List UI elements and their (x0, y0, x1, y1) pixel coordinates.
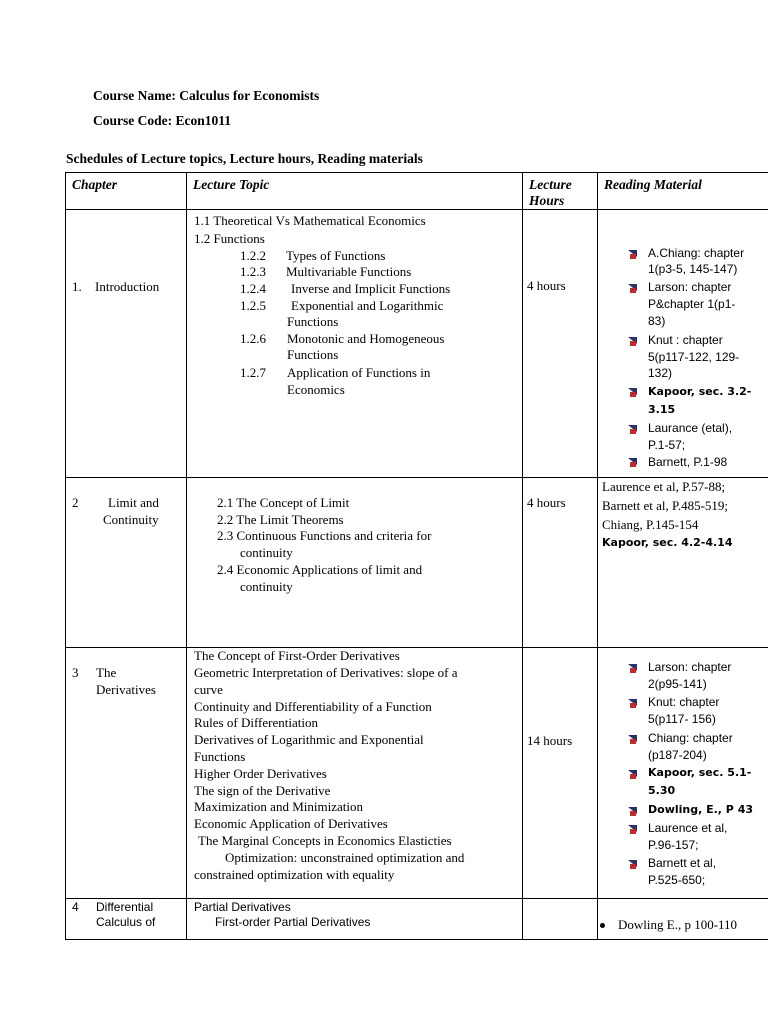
chapter-title: Introduction (95, 279, 160, 294)
table-row (66, 478, 768, 648)
hours-value: 14 hours (527, 733, 573, 748)
chapter-cell (66, 478, 187, 648)
reading-line: 5.30 (648, 784, 676, 797)
chapter-title: The (96, 665, 117, 680)
topic-line: Rules of Differentiation (194, 715, 318, 730)
chapter-number: 1. (72, 279, 82, 294)
topic-line: Geometric Interpretation of Derivatives: slope of a (194, 665, 458, 680)
topic-line: continuity (240, 579, 293, 594)
chapter-cell (66, 899, 187, 940)
course-name-value: Calculus for Economists (179, 88, 320, 103)
table-row (66, 899, 768, 940)
reading-line: Barnett, P.1-98 (648, 455, 728, 469)
reading-line: 5(p117-122, 129- (648, 350, 740, 364)
chapter-title: Differential (96, 900, 154, 914)
chapter-title: Calculus of (96, 915, 156, 929)
topic-line: Functions (287, 314, 339, 329)
bullet-icon (628, 458, 637, 467)
reading-line: Knut : chapter (648, 333, 723, 347)
course-name-line (93, 88, 319, 104)
reading-line: Barnett et al, (648, 856, 717, 870)
table-row (66, 648, 768, 899)
hours-value: 4 hours (527, 495, 566, 510)
topic-line: Application of Functions in (287, 365, 431, 380)
bullet-icon (628, 860, 637, 869)
reading-line: 2(p95-141) (648, 677, 707, 691)
reading-line: Chiang, P.145-154 (602, 517, 699, 532)
reading-line: P.1-57; (648, 438, 686, 452)
topic-number: 1.2.4 (240, 281, 266, 296)
topic-line: Maximization and Minimization (194, 799, 363, 814)
topic-line: Exponential and Logarithmic (291, 298, 444, 313)
reading-line: Laurence et al, (648, 821, 728, 835)
reading-line: P&chapter 1(p1- (648, 297, 736, 311)
reading-line: Laurence et al, P.57-88; (602, 479, 726, 494)
reading-line: Kapoor, sec. 5.1- (648, 766, 752, 779)
bullet-icon (628, 337, 637, 346)
topic-line: The sign of the Derivative (194, 783, 331, 798)
topic-cell (187, 478, 523, 648)
course-code-value: Econ1011 (175, 113, 232, 128)
header-lecture-hours (523, 173, 598, 210)
topic-line: Continuity and Differentiability of a Function (194, 699, 432, 714)
reading-cell (598, 478, 768, 648)
reading-line: 3.15 (648, 403, 676, 416)
bullet-icon (628, 284, 637, 293)
reading-line: Laurance (etal), (648, 421, 733, 435)
schedule-title: Schedules of Lecture topics, Lecture hours, Reading materials (66, 151, 423, 166)
topic-number: 1.2.5 (240, 298, 266, 313)
topic-line: continuity (240, 545, 293, 560)
header-reading-material: Reading Material (598, 173, 768, 210)
topic-line: Types of Functions (286, 248, 386, 263)
topic-line: Higher Order Derivatives (194, 766, 327, 781)
topic-line: 2.3 Continuous Functions and criteria for (217, 528, 432, 543)
chapter-number: 4 (72, 900, 79, 914)
bullet-icon (628, 664, 637, 673)
schedule-table (65, 172, 768, 940)
topic-number: 1.2.2 (240, 248, 266, 263)
topic-line: Partial Derivatives (194, 900, 291, 914)
table-header-row (66, 173, 768, 210)
reading-line: P.96-157; (648, 838, 699, 852)
chapter-number: 2 (72, 495, 79, 510)
course-name-label: Course Name: (93, 88, 176, 103)
bullet-icon (628, 825, 637, 834)
topic-line: Inverse and Implicit Functions (291, 281, 451, 296)
topic-cell (187, 210, 523, 478)
hours-cell (523, 478, 598, 648)
chapter-title: Derivatives (96, 682, 156, 697)
reading-line: 1(p3-5, 145-147) (648, 262, 738, 276)
chapter-number: 3 (72, 665, 79, 680)
topic-line: Functions (194, 749, 246, 764)
reading-line: 132) (648, 366, 673, 380)
table-row (66, 210, 768, 478)
topic-number: 1.2.7 (240, 365, 266, 380)
reading-line: Dowling, E., P 43 (648, 803, 754, 816)
topic-line: 2.2 The Limit Theorems (217, 512, 344, 527)
reading-line: Knut: chapter (648, 695, 720, 709)
bullet-icon (628, 250, 637, 259)
chapter-title: Continuity (103, 512, 159, 527)
topic-line: 2.1 The Concept of Limit (217, 495, 350, 510)
reading-line: P.525-650; (648, 873, 706, 887)
topic-line: The Concept of First-Order Derivatives (194, 648, 400, 663)
topic-line: 1.1 Theoretical Vs Mathematical Economics (194, 213, 426, 228)
reading-line: Larson: chapter (648, 660, 732, 674)
course-code-label: Course Code: (93, 113, 173, 128)
chapter-cell (66, 210, 187, 478)
topic-line: Monotonic and Homogeneous (287, 331, 445, 346)
reading-line: A.Chiang: chapter (648, 246, 745, 260)
hours-value: 4 hours (527, 278, 566, 293)
hours-cell (523, 648, 598, 899)
topic-number: 1.2.6 (240, 331, 266, 346)
bullet-icon (628, 807, 637, 816)
reading-cell (598, 899, 768, 940)
topic-line: Multivariable Functions (286, 264, 412, 279)
hours-cell (523, 899, 598, 940)
topic-line: 2.4 Economic Applications of limit and (217, 562, 423, 577)
course-code-line (93, 113, 231, 129)
chapter-cell (66, 648, 187, 899)
topic-line: Economic Application of Derivatives (194, 816, 388, 831)
bullet-icon (628, 735, 637, 744)
reading-line: 83) (648, 314, 666, 328)
reading-line: Kapoor, sec. 4.2-4.14 (602, 536, 733, 549)
header-lecture-hours-line1: Lecture (529, 177, 572, 192)
bullet-icon (628, 425, 637, 434)
topic-line: curve (194, 682, 223, 697)
reading-line: Dowling E., p 100-110 (618, 917, 738, 932)
reading-line: Larson: chapter (648, 280, 732, 294)
reading-cell (598, 210, 768, 478)
topic-cell (187, 899, 523, 940)
topic-line: constrained optimization with equality (194, 867, 395, 882)
reading-line: Chiang: chapter (648, 731, 733, 745)
reading-line: (p187-204) (648, 748, 707, 762)
topic-line: Derivatives of Logarithmic and Exponential (194, 732, 424, 747)
bullet-icon (628, 388, 637, 397)
reading-line: 5(p117- 156) (648, 712, 716, 726)
reading-cell (598, 648, 768, 899)
reading-line: Kapoor, sec. 3.2- (648, 385, 752, 398)
bullet-icon (600, 923, 605, 928)
hours-cell (523, 210, 598, 478)
topic-number: 1.2.3 (240, 264, 266, 279)
topic-line: First-order Partial Derivatives (215, 915, 371, 929)
topic-cell (187, 648, 523, 899)
bullet-icon (628, 770, 637, 779)
topic-line: Optimization: unconstrained optimization and (225, 850, 465, 865)
chapter-title: Limit and (108, 495, 159, 510)
header-lecture-topic: Lecture Topic (187, 173, 523, 210)
header-lecture-hours-line2: Hours (529, 193, 565, 208)
header-chapter: Chapter (66, 173, 187, 210)
reading-line: Barnett et al, P.485-519; (602, 498, 729, 513)
bullet-icon (628, 699, 637, 708)
topic-line: Economics (287, 382, 345, 397)
topic-line: The Marginal Concepts in Economics Elasticties (198, 833, 452, 848)
topic-line: Functions (287, 347, 339, 362)
topic-line: 1.2 Functions (194, 231, 265, 246)
